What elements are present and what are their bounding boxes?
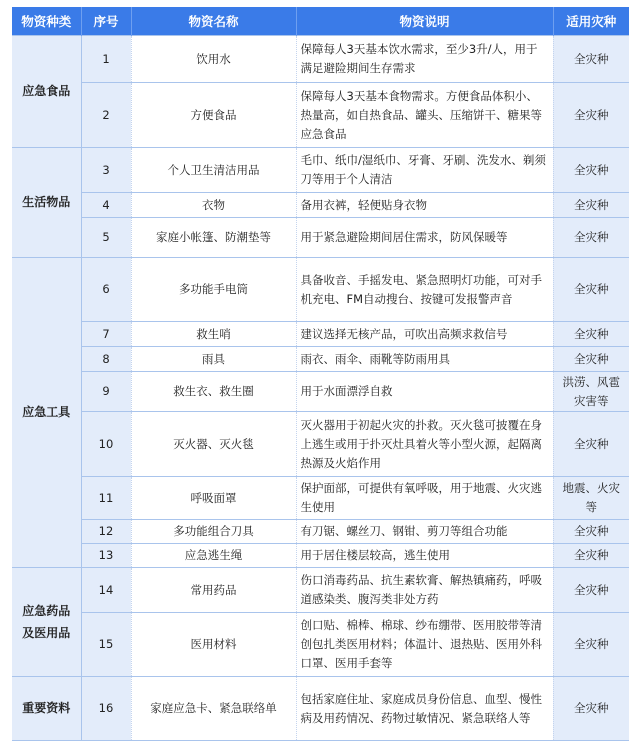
row-number: 2: [81, 83, 131, 148]
row-number: 12: [81, 520, 131, 544]
table-row: [12, 83, 629, 148]
table-row: [12, 677, 629, 741]
table-row: [12, 322, 629, 347]
item-hazard: 全灾种: [553, 148, 629, 193]
item-hazard: 地震、火灾等: [553, 477, 629, 520]
table-row: [12, 613, 629, 677]
item-hazard: 全灾种: [553, 36, 629, 83]
item-name: 救生衣、救生圈: [131, 372, 296, 412]
row-number: 1: [81, 36, 131, 83]
table-row: [12, 372, 629, 412]
item-hazard: 全灾种: [553, 568, 629, 613]
item-hazard: 全灾种: [553, 83, 629, 148]
category-label: 应急药品: [22, 604, 71, 618]
category-label: 及医用品: [22, 626, 71, 640]
item-hazard: 全灾种: [553, 218, 629, 258]
item-description: 创口贴、棉棒、棉球、纱布绷带、医用胶带等清创包扎类医用材料；体温计、退热贴、医用外科口罩、医用手套等: [296, 613, 553, 677]
row-number: 11: [81, 477, 131, 520]
table-row: [12, 36, 629, 83]
item-name: 饮用水: [131, 36, 296, 83]
item-description: 包括家庭住址、家庭成员身份信息、血型、慢性病及用药情况、药物过敏情况、紧急联络人等: [296, 677, 553, 741]
item-name: 多功能手电筒: [131, 258, 296, 322]
item-hazard: 全灾种: [553, 412, 629, 477]
item-hazard: 全灾种: [553, 613, 629, 677]
item-description: 保护面部，可提供有氧呼吸，用于地震、火灾逃生使用: [296, 477, 553, 520]
row-number: 10: [81, 412, 131, 477]
row-number: 8: [81, 347, 131, 372]
header-name: 物资名称: [131, 7, 296, 36]
item-hazard: 全灾种: [553, 677, 629, 741]
header-description: 物资说明: [296, 7, 553, 36]
row-number: 4: [81, 193, 131, 218]
category-cell-food: [12, 36, 81, 148]
item-hazard: 全灾种: [553, 520, 629, 544]
item-description: 用于居住楼层较高，逃生使用: [296, 544, 553, 568]
item-hazard: 全灾种: [553, 544, 629, 568]
row-number: 3: [81, 148, 131, 193]
table-row: [12, 412, 629, 477]
table-row: [12, 477, 629, 520]
item-name: 衣物: [131, 193, 296, 218]
category-label: 应急食品: [22, 84, 71, 98]
table-row: [12, 347, 629, 372]
item-hazard: 全灾种: [553, 258, 629, 322]
supplies-table-container: [12, 7, 629, 741]
item-name: 应急逃生绳: [131, 544, 296, 568]
item-name: 方便食品: [131, 83, 296, 148]
header-number: 序号: [81, 7, 131, 36]
item-hazard: 全灾种: [553, 322, 629, 347]
item-name: 家庭小帐篷、防潮垫等: [131, 218, 296, 258]
category-label: 应急工具: [22, 405, 71, 419]
item-description: 用于水面漂浮自救: [296, 372, 553, 412]
item-description: 保障每人3天基本食物需求。方便食品体积小、热量高，如自热食品、罐头、压缩饼干、糖果等应急食品: [296, 83, 553, 148]
table-row: [12, 193, 629, 218]
item-description: 保障每人3天基本饮水需求，至少3升/人，用于满足避险期间生存需求: [296, 36, 553, 83]
category-cell-medicine: [12, 568, 81, 677]
item-description: 毛巾、纸巾/湿纸巾、牙膏、牙刷、洗发水、剃须刀等用于个人清洁: [296, 148, 553, 193]
item-description: 灭火器用于初起火灾的扑救。灭火毯可披覆在身上逃生或用于扑灭灶具着火等小型火源，起隔离热源及火焰作用: [296, 412, 553, 477]
category-cell-documents: [12, 677, 81, 741]
item-hazard: 洪涝、风雹灾害等: [553, 372, 629, 412]
item-name: 家庭应急卡、紧急联络单: [131, 677, 296, 741]
item-description: 有刀锯、螺丝刀、钢钳、剪刀等组合功能: [296, 520, 553, 544]
header-category: 物资种类: [12, 7, 81, 36]
category-label: 重要资料: [22, 701, 71, 715]
row-number: 7: [81, 322, 131, 347]
table-row: [12, 218, 629, 258]
item-description: 用于紧急避险期间居住需求，防风保暖等: [296, 218, 553, 258]
row-number: 13: [81, 544, 131, 568]
header-hazard: 适用灾种: [553, 7, 629, 36]
item-description: 具备收音、手摇发电、紧急照明灯功能，可对手机充电、FM自动搜台、按键可发报警声音: [296, 258, 553, 322]
row-number: 9: [81, 372, 131, 412]
item-name: 多功能组合刀具: [131, 520, 296, 544]
item-name: 医用材料: [131, 613, 296, 677]
table-row: [12, 520, 629, 544]
category-label: 生活物品: [22, 195, 71, 209]
table-row: [12, 544, 629, 568]
row-number: 5: [81, 218, 131, 258]
category-cell-tools: [12, 258, 81, 568]
item-description: 伤口消毒药品、抗生素软膏、解热镇痛药，呼吸道感染类、腹泻类非处方药: [296, 568, 553, 613]
item-hazard: 全灾种: [553, 347, 629, 372]
row-number: 6: [81, 258, 131, 322]
category-cell-daily: [12, 148, 81, 258]
item-description: 雨衣、雨伞、雨靴等防雨用具: [296, 347, 553, 372]
item-name: 灭火器、灭火毯: [131, 412, 296, 477]
row-number: 15: [81, 613, 131, 677]
emergency-supplies-table: [12, 7, 629, 741]
table-row: [12, 148, 629, 193]
row-number: 16: [81, 677, 131, 741]
item-name: 雨具: [131, 347, 296, 372]
row-number: 14: [81, 568, 131, 613]
header-row: [12, 7, 629, 36]
item-name: 救生哨: [131, 322, 296, 347]
item-name: 常用药品: [131, 568, 296, 613]
item-description: 建议选择无核产品，可吹出高频求救信号: [296, 322, 553, 347]
item-description: 备用衣裤，轻便贴身衣物: [296, 193, 553, 218]
item-hazard: 全灾种: [553, 193, 629, 218]
item-name: 个人卫生清洁用品: [131, 148, 296, 193]
table-row: [12, 568, 629, 613]
table-row: [12, 258, 629, 322]
item-name: 呼吸面罩: [131, 477, 296, 520]
